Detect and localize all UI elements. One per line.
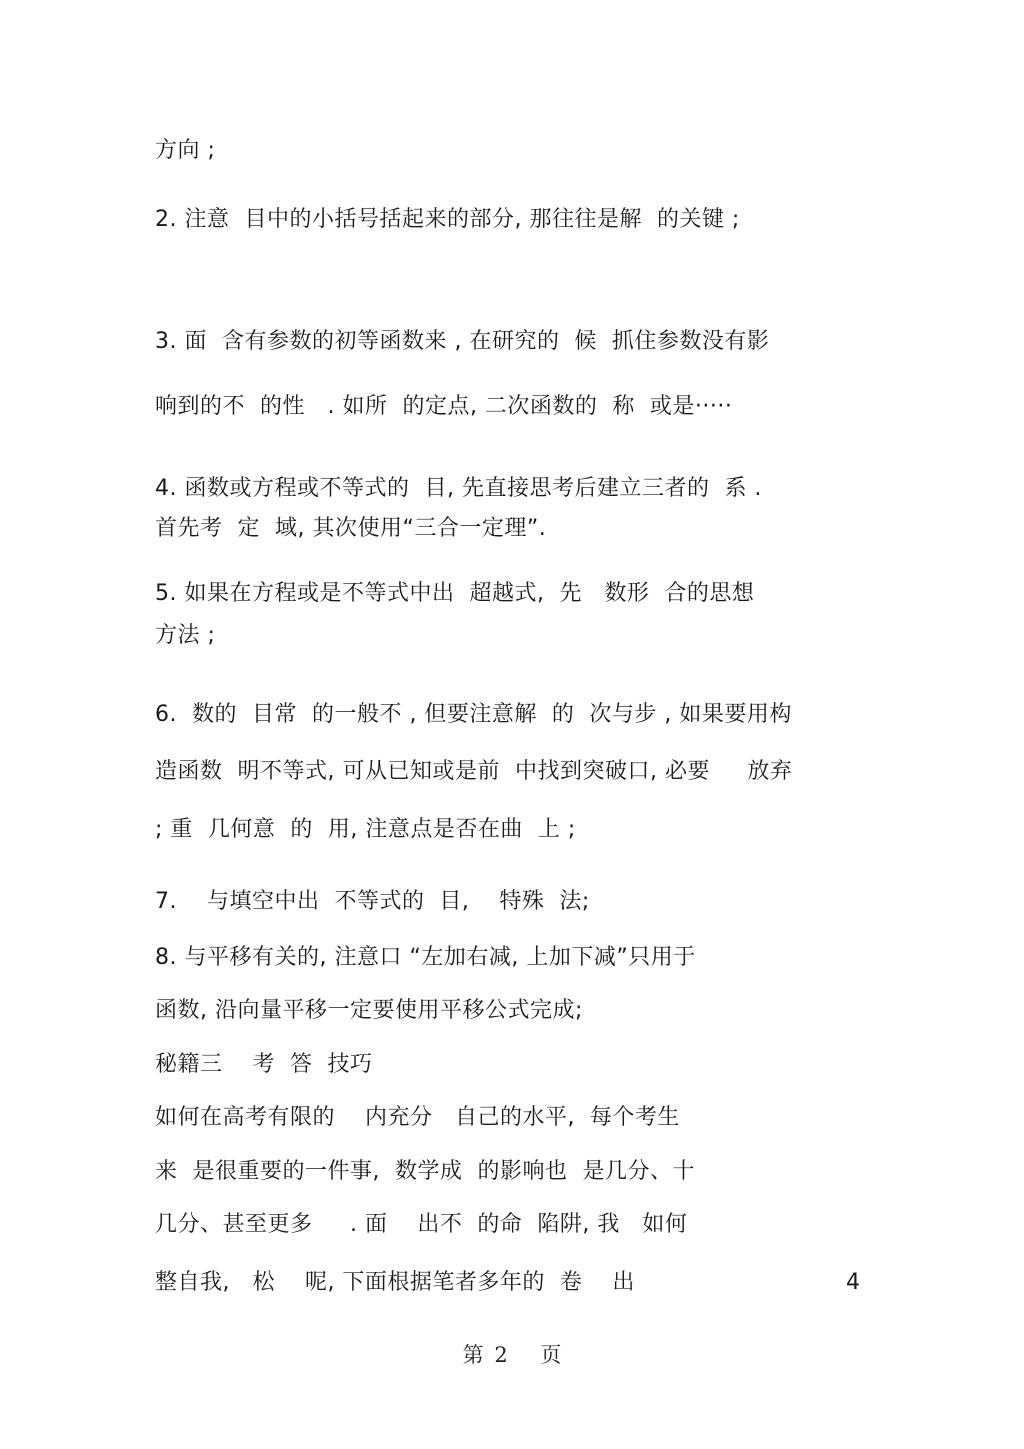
text-line: 7. 与填空中出 不等式的 目, 特殊 法; [155,889,590,914]
text-line: 方法 ; [155,623,216,648]
text-line: 2. 注意 目中的小括号括起来的部分, 那往往是解 的关键 ; [155,207,740,232]
footer-prefix: 第 [462,1343,484,1367]
text-line: 整自我, 松 呢, 下面根据笔者多年的 卷 出 [155,1270,635,1295]
text-line: 6. 数的 目常 的一般不 , 但要注意解 的 次与步 , 如果要用构 [155,702,792,727]
text-line: 函数, 沿向量平移一定要使用平移公式完成; [155,998,583,1023]
text-line: 来 是很重要的一件事, 数学成 的影响也 是几分、十 [155,1159,695,1184]
text-line: 4. 函数或方程或不等式的 目, 先直接思考后建立三者的 系 . [155,476,762,501]
page-footer [0,1340,1024,1370]
footer-suffix: 页 [540,1343,562,1367]
text-line: 几分、甚至更多 . 面 出不 的命 陷阱, 我 如何 [155,1212,688,1237]
text-line: 如何在高考有限的 内充分 自己的水平, 每个考生 [155,1105,680,1130]
section-heading: 秘籍三 考 答 技巧 [155,1052,373,1077]
text-line: 方向 ; [155,138,216,163]
footer-page-number: 2 [494,1343,508,1367]
text-line: 3. 面 含有参数的初等函数来 , 在研究的 候 抓住参数没有影 [155,329,770,354]
text-line: 响到的不 的性 . 如所 的定点, 二次函数的 称 或是····· [155,394,733,419]
text-line: 8. 与平移有关的, 注意口 “左加右减, 上加下减”只用于 [155,945,696,970]
text-line: 首先考 定 域, 其次使用“三合一定理”. [155,516,547,541]
text-line: ; 重 几何意 的 用, 注意点是否在曲 上 ; [155,817,576,842]
side-number: 4 [846,1270,860,1295]
text-line: 5. 如果在方程或是不等式中出 超越式, 先 数形 合的思想 [155,581,755,606]
text-line: 造函数 明不等式, 可从已知或是前 中找到突破口, 必要 放弃 [155,759,793,784]
